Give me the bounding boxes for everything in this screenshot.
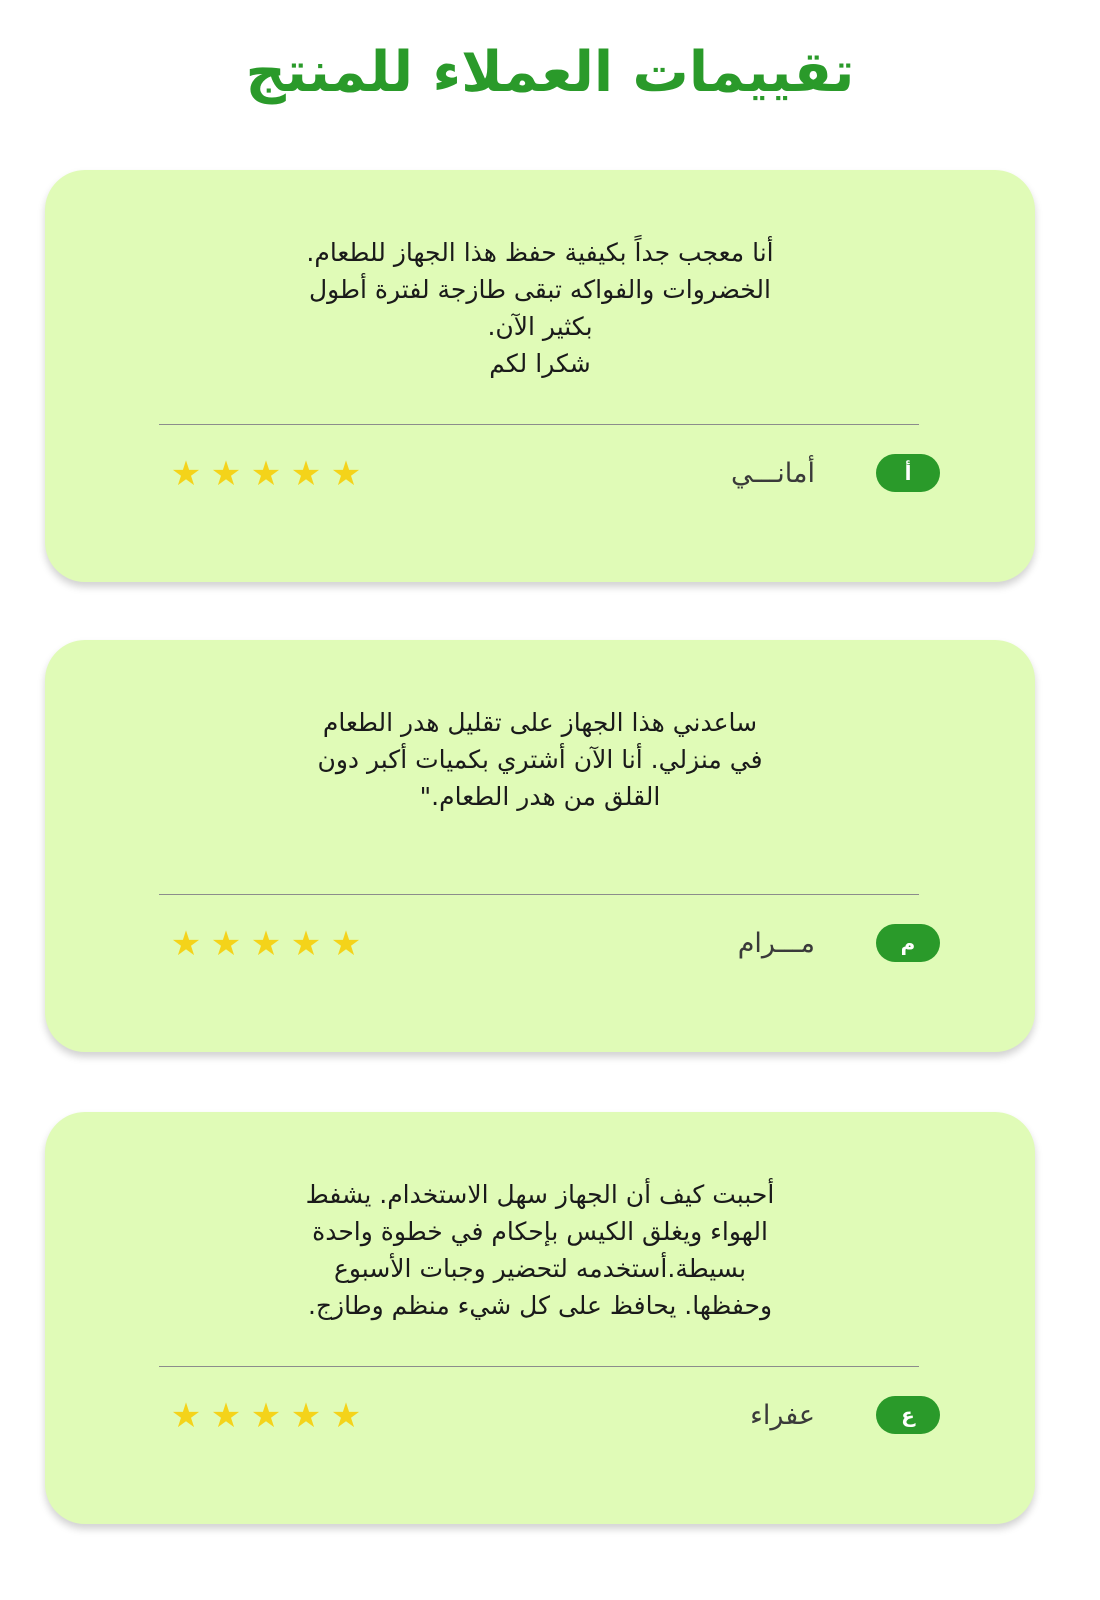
star-rating xyxy=(167,926,377,962)
customer-name: مـــرام xyxy=(737,928,815,959)
divider xyxy=(159,1366,919,1367)
star-rating xyxy=(167,456,377,492)
review-card xyxy=(45,1112,1035,1524)
star-icon: ★ xyxy=(330,1396,362,1436)
customer-name: عفراء xyxy=(750,1400,815,1431)
star-icon: ★ xyxy=(330,454,362,494)
star-icon: ★ xyxy=(210,454,242,494)
star-icon: ★ xyxy=(290,924,322,964)
divider xyxy=(159,424,919,425)
star-icon: ★ xyxy=(170,924,202,964)
star-icon: ★ xyxy=(210,924,242,964)
star-icon: ★ xyxy=(250,1396,282,1436)
star-rating xyxy=(167,1398,377,1434)
divider xyxy=(159,894,919,895)
star-icon: ★ xyxy=(250,454,282,494)
customer-name: أمانـــي xyxy=(731,458,815,489)
review-card xyxy=(45,640,1035,1052)
star-icon: ★ xyxy=(290,454,322,494)
avatar: أ xyxy=(876,454,940,492)
avatar: م xyxy=(876,924,940,962)
star-icon: ★ xyxy=(170,454,202,494)
star-icon: ★ xyxy=(330,924,362,964)
review-card xyxy=(45,170,1035,582)
avatar: ع xyxy=(876,1396,940,1434)
review-text: أحببت كيف أن الجهاز سهل الاستخدام. يشفط الهواء ويغلق الكيس بإحكام في خطوة واحدة بسيطة.أستخدمه لتحضير وجبات الأسبوع وحفظها. يحافظ على كل شيء منظم وطازج. xyxy=(305,1180,775,1320)
review-text: أنا معجب جداً بكيفية حفظ هذا الجهاز للطعام. الخضروات والفواكه تبقى طازجة لفترة أطول بكثير الآن. شكرا لكم xyxy=(306,238,774,378)
star-icon: ★ xyxy=(210,1396,242,1436)
review-text: ساعدني هذا الجهاز على تقليل هدر الطعام في منزلي. أنا الآن أشتري بكميات أكبر دون القلق من هدر الطعام." xyxy=(317,708,763,811)
page-title: تقييمات العملاء للمنتج xyxy=(245,40,855,105)
star-icon: ★ xyxy=(170,1396,202,1436)
star-icon: ★ xyxy=(250,924,282,964)
star-icon: ★ xyxy=(290,1396,322,1436)
